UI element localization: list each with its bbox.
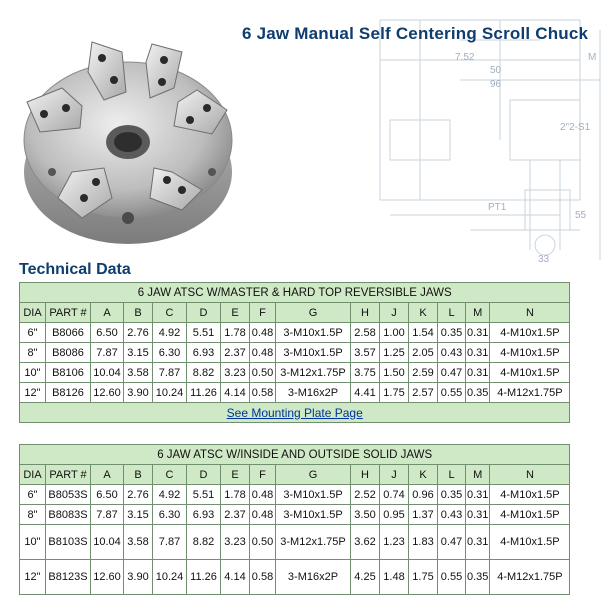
column-header: N <box>490 465 570 485</box>
table-cell: 12" <box>20 383 46 403</box>
table-cell: 8.82 <box>187 363 221 383</box>
table-cell: 0.43 <box>438 505 466 525</box>
table-cell: 3.23 <box>221 363 250 383</box>
table-cell: 1.78 <box>221 323 250 343</box>
table-cell: 3.15 <box>124 505 153 525</box>
table-caption: 6 JAW ATSC W/MASTER & HARD TOP REVERSIBLE JAWS <box>20 283 570 303</box>
table-cell: 2.05 <box>409 343 438 363</box>
table-cell: 3-M10x1.5P <box>276 323 351 343</box>
table-cell: 3-M12x1.75P <box>276 525 351 560</box>
table-row <box>20 343 570 363</box>
table-cell: 3.58 <box>124 363 153 383</box>
table-cell: 10.24 <box>153 383 187 403</box>
column-header: K <box>409 465 438 485</box>
table-cell: 0.31 <box>466 505 490 525</box>
column-header: N <box>490 303 570 323</box>
table-cell: 0.48 <box>250 505 276 525</box>
column-header: D <box>187 303 221 323</box>
column-header: H <box>351 465 380 485</box>
table-cell: 2.37 <box>221 505 250 525</box>
table-cell: 3-M12x1.75P <box>276 363 351 383</box>
table-cell: 7.87 <box>153 363 187 383</box>
table-cell: 2.37 <box>221 343 250 363</box>
table-cell: 0.31 <box>466 343 490 363</box>
table-cell: 1.75 <box>409 560 438 595</box>
table-cell: 2.76 <box>124 485 153 505</box>
table-cell: 4-M10x1.5P <box>490 343 570 363</box>
table-cell: 4-M10x1.5P <box>490 505 570 525</box>
table-cell: 10.04 <box>91 363 124 383</box>
column-header: L <box>438 465 466 485</box>
table-cell: 4-M10x1.5P <box>490 485 570 505</box>
column-header: D <box>187 465 221 485</box>
table-cell: 4-M10x1.5P <box>490 363 570 383</box>
table-cell: 0.55 <box>438 560 466 595</box>
table-cell: 3.57 <box>351 343 380 363</box>
table-cell: 3-M10x1.5P <box>276 343 351 363</box>
table-cell: 0.74 <box>380 485 409 505</box>
table-cell: 4.92 <box>153 485 187 505</box>
column-header: G <box>276 465 351 485</box>
table-cell: 3.15 <box>124 343 153 363</box>
table-cell: 4.92 <box>153 323 187 343</box>
table-cell: 1.25 <box>380 343 409 363</box>
table-cell: 1.00 <box>380 323 409 343</box>
blueprint-label: 2"2-S1 <box>560 122 591 133</box>
table-row <box>20 363 570 383</box>
column-header: M <box>466 465 490 485</box>
table-caption: 6 JAW ATSC W/INSIDE AND OUTSIDE SOLID JAWS <box>20 445 570 465</box>
table-row <box>20 383 570 403</box>
table-cell: B8123S <box>46 560 91 595</box>
table-cell: 0.35 <box>438 323 466 343</box>
table-cell: 7.87 <box>91 505 124 525</box>
table-cell: 1.37 <box>409 505 438 525</box>
table-cell: 2.58 <box>351 323 380 343</box>
table-cell: 8.82 <box>187 525 221 560</box>
column-header: J <box>380 303 409 323</box>
table-cell: 10" <box>20 363 46 383</box>
table-cell: 0.31 <box>466 485 490 505</box>
table-cell: 5.51 <box>187 323 221 343</box>
table-cell: B8103S <box>46 525 91 560</box>
column-header: M <box>466 303 490 323</box>
table-cell: 1.48 <box>380 560 409 595</box>
table-footer <box>20 403 570 423</box>
table-cell: 12.60 <box>91 560 124 595</box>
table-cell: 4.41 <box>351 383 380 403</box>
column-header: L <box>438 303 466 323</box>
table-cell: 4.14 <box>221 560 250 595</box>
table-cell: 0.95 <box>380 505 409 525</box>
technical-data-heading: Technical Data <box>19 261 131 278</box>
table-cell: 6.93 <box>187 343 221 363</box>
spec-table-master-jaws <box>19 282 570 423</box>
table-cell: 8" <box>20 343 46 363</box>
table-cell: 0.55 <box>438 383 466 403</box>
table-cell: 7.87 <box>153 525 187 560</box>
table-cell: 1.54 <box>409 323 438 343</box>
column-header: G <box>276 303 351 323</box>
chuck-product-image <box>22 22 234 252</box>
table-cell: 10" <box>20 525 46 560</box>
table-cell: 6.30 <box>153 505 187 525</box>
table-cell: 0.58 <box>250 383 276 403</box>
table-cell: 3-M10x1.5P <box>276 505 351 525</box>
blueprint-label: 50 <box>490 65 502 76</box>
table-cell: 0.47 <box>438 363 466 383</box>
table-cell: 2.76 <box>124 323 153 343</box>
column-header: F <box>250 465 276 485</box>
table-cell: 12" <box>20 560 46 595</box>
table-row <box>20 560 570 595</box>
table-cell: 3.90 <box>124 383 153 403</box>
table-cell: 0.35 <box>466 560 490 595</box>
column-header: H <box>351 303 380 323</box>
table-cell: 0.48 <box>250 323 276 343</box>
table-cell: 4-M10x1.5P <box>490 323 570 343</box>
table-cell: 0.35 <box>466 383 490 403</box>
table-cell: 0.31 <box>466 363 490 383</box>
table-cell: 3-M10x1.5P <box>276 485 351 505</box>
table-row <box>20 525 570 560</box>
spec-table-solid-jaws <box>19 444 570 595</box>
table-cell: 2.59 <box>409 363 438 383</box>
table-cell: B8053S <box>46 485 91 505</box>
table-cell: 7.87 <box>91 343 124 363</box>
column-header: A <box>91 303 124 323</box>
table-cell: 4-M12x1.75P <box>490 560 570 595</box>
table-cell: 3-M16x2P <box>276 560 351 595</box>
table-cell: 0.31 <box>466 525 490 560</box>
column-header: C <box>153 465 187 485</box>
column-header: DIA <box>20 303 46 323</box>
table-cell: 3.58 <box>124 525 153 560</box>
table-cell: 0.48 <box>250 485 276 505</box>
table-cell: 0.50 <box>250 363 276 383</box>
table-cell: 6.50 <box>91 485 124 505</box>
table-cell: 0.31 <box>466 323 490 343</box>
table-cell: 0.48 <box>250 343 276 363</box>
column-header: J <box>380 465 409 485</box>
column-header: E <box>221 303 250 323</box>
column-header: B <box>124 303 153 323</box>
table-cell: 6" <box>20 323 46 343</box>
table-cell: B8126 <box>46 383 91 403</box>
table-cell: 10.04 <box>91 525 124 560</box>
table-cell: B8106 <box>46 363 91 383</box>
table-cell: 6.93 <box>187 505 221 525</box>
table-cell: 12.60 <box>91 383 124 403</box>
table-row <box>20 323 570 343</box>
column-header: F <box>250 303 276 323</box>
table-cell: 10.24 <box>153 560 187 595</box>
table-cell: 0.96 <box>409 485 438 505</box>
column-header: A <box>91 465 124 485</box>
mounting-plate-link[interactable]: See Mounting Plate Page <box>226 405 363 420</box>
table-cell: 0.50 <box>250 525 276 560</box>
table-cell: 1.83 <box>409 525 438 560</box>
table-cell: 2.57 <box>409 383 438 403</box>
table-cell: B8066 <box>46 323 91 343</box>
table-cell: 0.47 <box>438 525 466 560</box>
table-cell: 3.50 <box>351 505 380 525</box>
table-cell: 4.25 <box>351 560 380 595</box>
table-cell: 1.50 <box>380 363 409 383</box>
column-header: DIA <box>20 465 46 485</box>
table-cell: B8086 <box>46 343 91 363</box>
table-cell: 3.23 <box>221 525 250 560</box>
table-cell: 11.26 <box>187 560 221 595</box>
blueprint-label: M <box>588 52 597 63</box>
table-cell: 3.90 <box>124 560 153 595</box>
table-cell: 5.51 <box>187 485 221 505</box>
blueprint-label: 55 <box>575 210 587 221</box>
table-cell: 0.35 <box>438 485 466 505</box>
column-header: PART # <box>46 303 91 323</box>
table-cell: 6" <box>20 485 46 505</box>
table-cell: 3-M16x2P <box>276 383 351 403</box>
table-row <box>20 485 570 505</box>
column-header: E <box>221 465 250 485</box>
column-header: B <box>124 465 153 485</box>
column-header: PART # <box>46 465 91 485</box>
table-cell: 8" <box>20 505 46 525</box>
table-cell: 4-M12x1.75P <box>490 383 570 403</box>
table-row <box>20 505 570 525</box>
table-cell: 3.75 <box>351 363 380 383</box>
column-header: K <box>409 303 438 323</box>
table-cell: 6.30 <box>153 343 187 363</box>
blueprint-label: 7.52 <box>455 52 475 63</box>
table-cell: 1.23 <box>380 525 409 560</box>
table-cell: 0.58 <box>250 560 276 595</box>
table-cell: 2.52 <box>351 485 380 505</box>
table-cell: 4.14 <box>221 383 250 403</box>
blueprint-label: 33 <box>538 254 550 265</box>
blueprint-label: 96 <box>490 79 502 90</box>
table-cell: 4-M10x1.5P <box>490 525 570 560</box>
blueprint-label: PT1 <box>488 202 507 213</box>
table-cell: 1.78 <box>221 485 250 505</box>
table-cell: 11.26 <box>187 383 221 403</box>
table-cell: 0.43 <box>438 343 466 363</box>
table-cell: B8083S <box>46 505 91 525</box>
table-cell: 1.75 <box>380 383 409 403</box>
column-header: C <box>153 303 187 323</box>
table-cell: 3.62 <box>351 525 380 560</box>
page-title: 6 Jaw Manual Self Centering Scroll Chuck <box>242 24 589 43</box>
table-cell: 6.50 <box>91 323 124 343</box>
